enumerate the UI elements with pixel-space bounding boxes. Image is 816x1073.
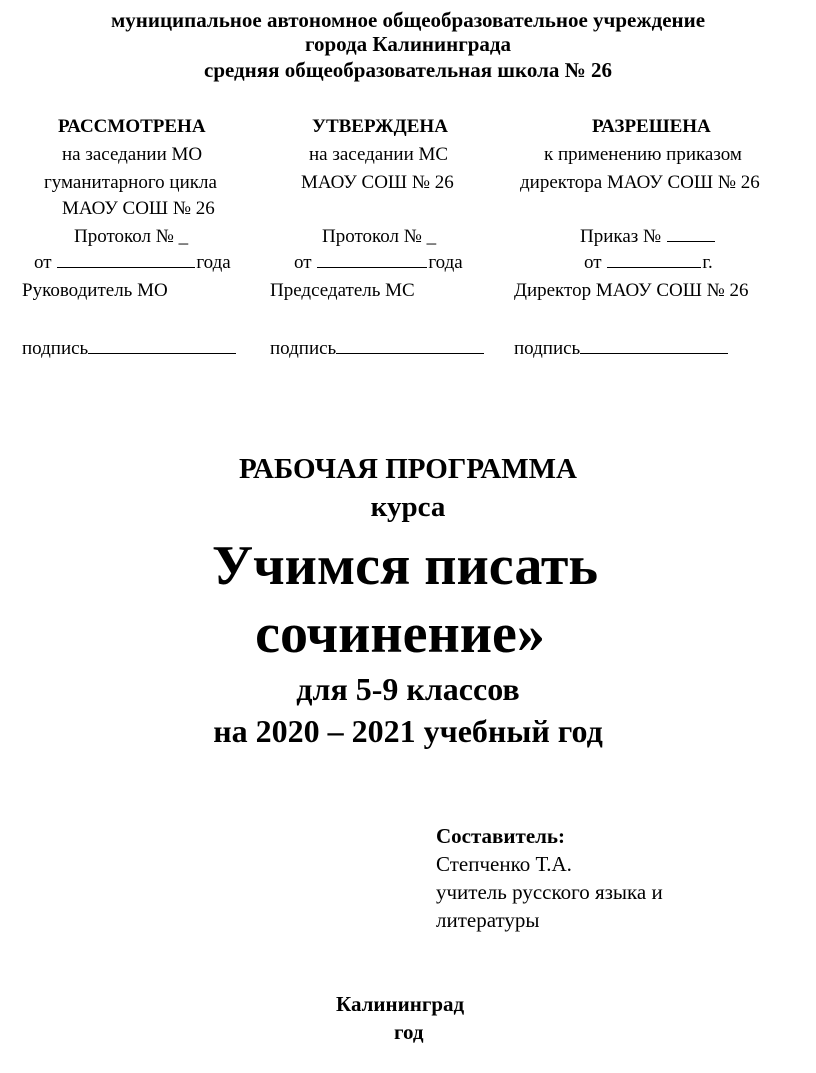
approval-right-title: РАЗРЕШЕНА: [592, 116, 711, 137]
approval-right-from: от: [584, 252, 602, 273]
approval-right-date: [584, 250, 713, 276]
grades-label: для 5-9 классов: [296, 671, 520, 707]
approval-left-year: года: [196, 252, 231, 273]
approval-middle-sign-line: [336, 337, 484, 354]
course-name-line-1: Учимся писать: [212, 535, 598, 597]
approval-right-date-blank: [607, 251, 701, 268]
approval-right-order-blank: [667, 225, 715, 242]
approval-left-role: Руководитель МО: [22, 280, 168, 301]
approval-left-signature: [22, 336, 236, 362]
compiler-position-line-1: учитель русского языка и: [436, 880, 663, 904]
approval-right-year: г.: [702, 252, 713, 273]
approval-right-role: Директор МАОУ СОШ № 26: [514, 280, 749, 301]
academic-year: на 2020 – 2021 учебный год: [213, 713, 603, 749]
compiler-name: Степченко Т.А.: [436, 852, 572, 876]
course-name-line-2: сочинение»: [255, 603, 545, 665]
footer-city: Калининград: [336, 992, 465, 1016]
approval-middle-year: года: [428, 252, 463, 273]
approval-middle-from: от: [294, 252, 312, 273]
approval-middle-line-2: МАОУ СОШ № 26: [301, 172, 454, 193]
compiler-position-line-2: литературы: [436, 908, 540, 932]
approval-left-line-2: гуманитарного цикла: [44, 172, 217, 193]
approval-right-sign-label: подпись: [514, 338, 581, 359]
course-label: курса: [370, 491, 446, 523]
approval-left-line-1: на заседании МО: [62, 144, 203, 165]
approval-middle-signature: [270, 336, 484, 362]
approval-left-sign-label: подпись: [22, 338, 89, 359]
program-title: РАБОЧАЯ ПРОГРАММА: [239, 453, 577, 485]
approval-middle-protocol: Протокол № _: [322, 226, 437, 247]
school-name-line-1: муниципальное автономное общеобразовательное учреждение: [110, 8, 706, 32]
approval-middle-role: Председатель МС: [270, 280, 415, 301]
compiler-label: Составитель:: [436, 824, 566, 848]
approval-right-sign-line: [580, 337, 728, 354]
approval-middle-date-blank: [317, 251, 427, 268]
approval-left-protocol: Протокол № _: [74, 226, 189, 247]
school-name-line-2: города Калининграда: [304, 32, 512, 56]
approval-right-line-1: к применению приказом: [544, 144, 742, 165]
approval-middle-sign-label: подпись: [270, 338, 337, 359]
approval-left-title: РАССМОТРЕНА: [58, 116, 206, 137]
approval-right-signature: [514, 336, 728, 362]
approval-left-date-blank: [57, 251, 195, 268]
approval-middle-line-1: на заседании МС: [309, 144, 449, 165]
school-name-line-3: средняя общеобразовательная школа № 26: [204, 58, 612, 82]
approval-left-from: от: [34, 252, 52, 273]
approval-right-order: [580, 224, 716, 250]
approval-left-date: [34, 250, 231, 276]
approval-left-line-3: МАОУ СОШ № 26: [62, 198, 215, 219]
approval-middle-date: [294, 250, 463, 276]
approval-right-line-2: директора МАОУ СОШ № 26: [520, 172, 760, 193]
approval-left-sign-line: [88, 337, 236, 354]
footer-year: год: [394, 1020, 424, 1044]
approval-right-order-label: Приказ №: [580, 226, 662, 247]
approval-middle-title: УТВЕРЖДЕНА: [312, 116, 448, 137]
